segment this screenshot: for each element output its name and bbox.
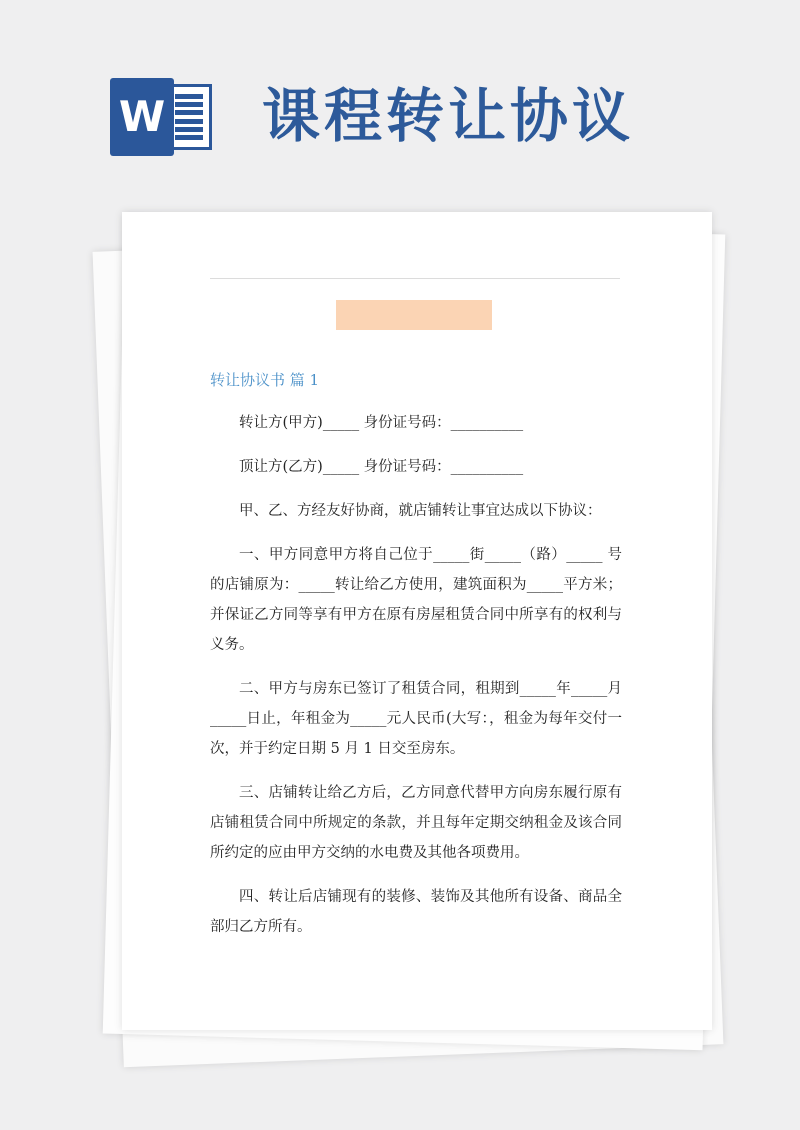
party-a-line: 转让方(甲方)_____ 身份证号码：__________ (239, 415, 524, 431)
party-b-line: 顶让方(乙方)_____ 身份证号码：__________ (239, 459, 524, 475)
title-placeholder-block (336, 300, 492, 330)
clause-1: 一、甲方同意甲方将自己位于_____街_____（路）_____ 号的店铺原为：_____转让给乙方使用，建筑面积为_____平方米；并保证乙方同等享有甲方在原有房屋租赁合同中所享有的权利与义务。 (210, 547, 622, 653)
clause-2: 二、甲方与房东已签订了租赁合同，租期到_____年_____月_____日止，年租金为_____元人民币(大写：，租金为每年交付一次，并于约定日期 5 月 1 日交至房东。 (210, 681, 622, 757)
section-heading: 转让协议书 篇 1 (210, 371, 320, 389)
word-icon-letter: W (110, 78, 174, 156)
document-body (210, 408, 622, 956)
clause-4: 四、转让后店铺现有的装修、装饰及其他所有设备、商品全部归乙方所有。 (210, 889, 622, 935)
word-icon (110, 78, 212, 156)
agreement-intro: 甲、乙、方经友好协商，就店铺转让事宜达成以下协议： (239, 503, 602, 519)
header-banner (0, 0, 800, 200)
header-divider (210, 278, 620, 279)
clause-3: 三、店铺转让给乙方后，乙方同意代替甲方向房东履行原有店铺租赁合同中所规定的条款，并且每年定期交纳租金及该合同所约定的应由甲方交纳的水电费及其他各项费用。 (210, 785, 622, 861)
page-title: 课程转让协议 (262, 82, 635, 150)
document-page (122, 212, 712, 1030)
